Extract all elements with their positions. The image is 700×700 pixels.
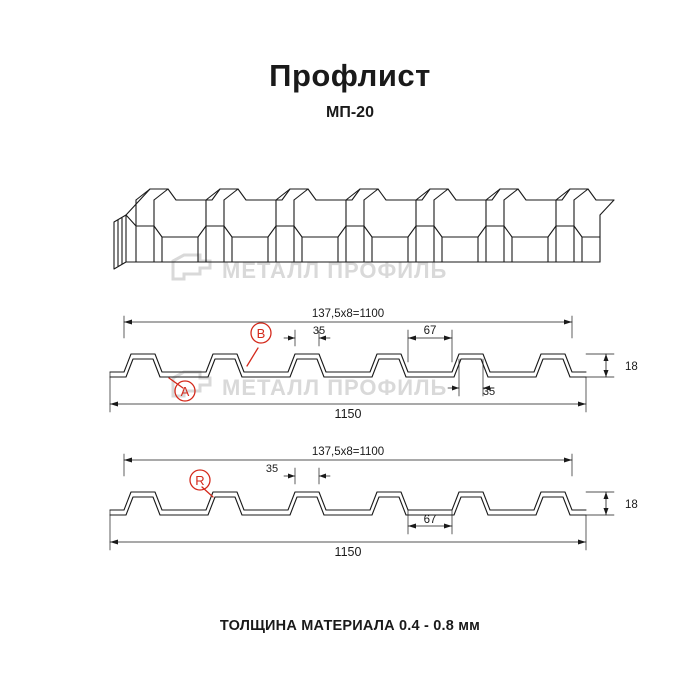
dim-total-top: 1150 (334, 407, 362, 421)
dim-35-top-upper: 35 (312, 325, 326, 337)
page-title: Профлист (269, 58, 431, 93)
callout-a-label: A (180, 384, 190, 399)
dim-35-bottom: 35 (265, 463, 279, 475)
page-subtitle: МП-20 (326, 104, 374, 121)
watermark-label: МЕТАЛЛ ПРОФИЛЬ (222, 258, 448, 283)
isometric-sheet-drawing (114, 189, 614, 269)
dim-35-top-lower: 35 (482, 386, 496, 398)
dim-pitch-bottom: 137,5х8=1100 (311, 446, 385, 458)
section-r-drawing (110, 454, 614, 550)
dim-pitch-top: 137,5х8=1100 (311, 308, 385, 320)
dim-total-bottom: 1150 (334, 545, 362, 559)
dim-height-bottom: 18 (625, 499, 638, 511)
material-thickness-note: ТОЛЩИНА МАТЕРИАЛА 0.4 - 0.8 мм (219, 618, 481, 634)
dim-67-top: 67 (423, 325, 437, 337)
watermark-label: МЕТАЛЛ ПРОФИЛЬ (222, 375, 448, 400)
dim-67-bottom: 67 (423, 514, 437, 526)
dim-height-top: 18 (625, 361, 638, 373)
callout-r-label: R (195, 473, 205, 488)
callout-b-label: B (256, 326, 266, 341)
